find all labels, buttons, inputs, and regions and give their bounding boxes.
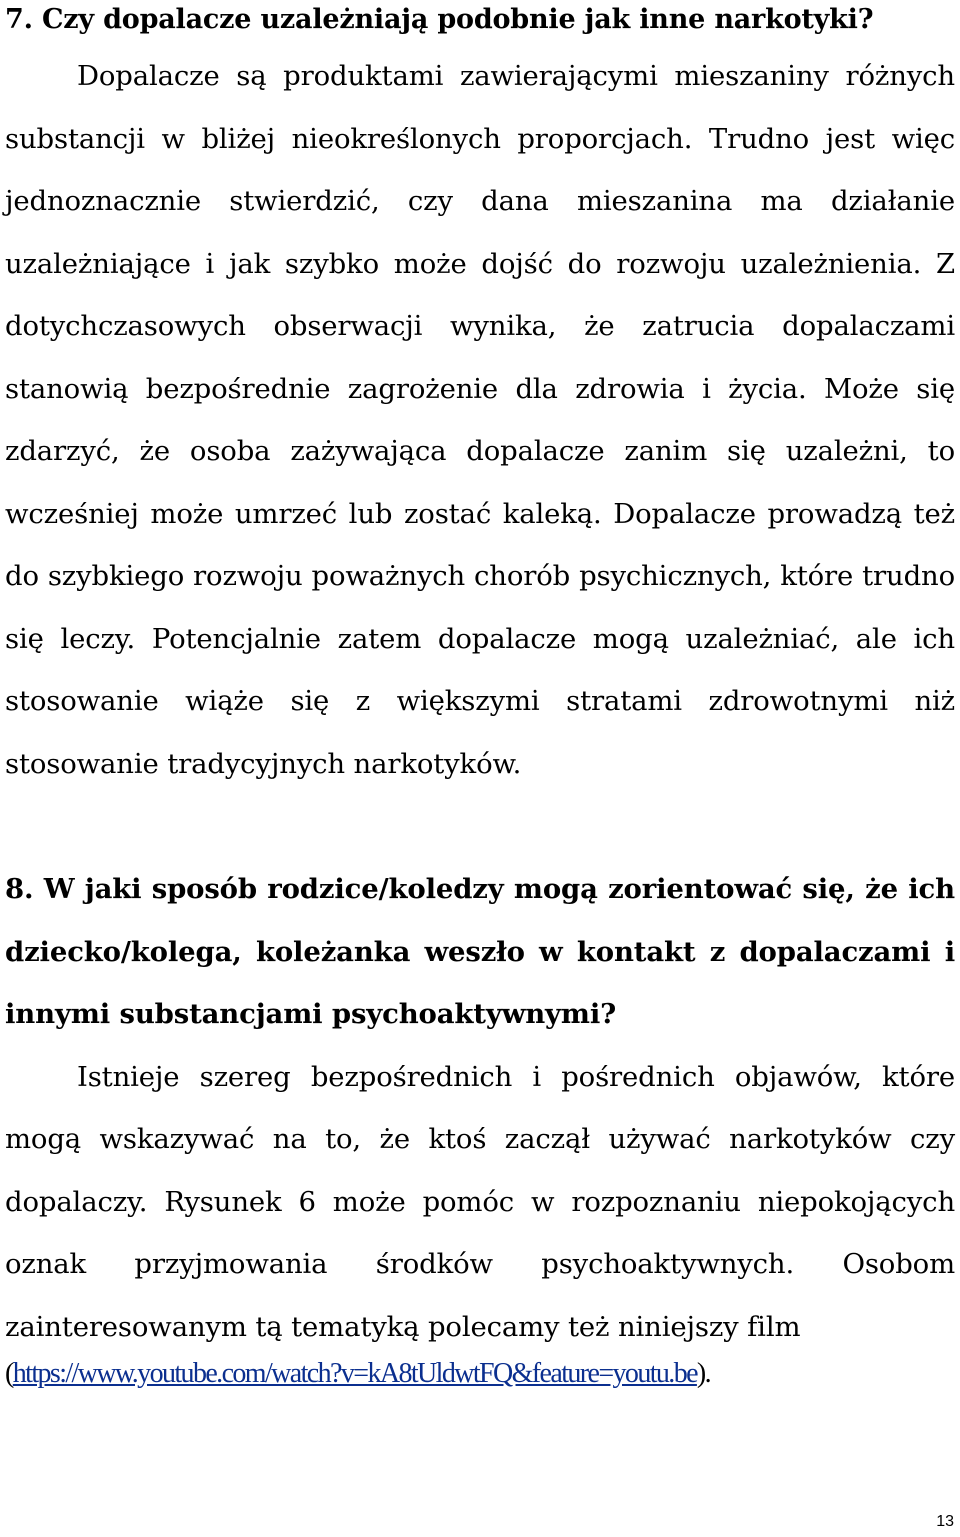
section-spacer <box>5 795 955 858</box>
page-number: 13 <box>936 1513 954 1530</box>
youtube-video-link[interactable]: https://www.youtube.com/watch?v=kA8tUldwtFQ&feature=youtu.be <box>12 1358 697 1389</box>
section-7-heading: 7. Czy dopalacze uzależniają podobnie jak inne narkotyki? <box>5 4 874 35</box>
link-open-paren: ( <box>5 1358 13 1389</box>
document-page <box>5 0 955 1390</box>
section-8-heading: 8. W jaki sposób rodzice/koledzy mogą zorientować się, że ich dziecko/kolega, koleżanka weszło w kontakt z dopalaczami i innymi substancjami psychoaktywnymi? <box>5 873 955 1030</box>
section-7-paragraph: Dopalacze są produktami zawierającymi mieszaniny różnych substancji w bliżej nieokreślonych proporcjach. Trudno jest więc jednoznacznie stwierdzić, czy dana mieszanina ma działanie uzależniające i jak szybko może dojść do rozwoju uzależnienia. Z dotychczasowych obserwacji wynika, że zatrucia dopalaczami stanowią bezpośrednie zagrożenie dla zdrowia i życia. Może się zdarzyć, że osoba zażywająca dopalacze zanim się uzależni, to wcześniej może umrzeć lub zostać kaleką. Dopalacze prowadzą też do szybkiego rozwoju poważnych chorób psychicznych, które trudno się leczy. Potencjalnie zatem dopalacze mogą uzależniać, ale ich stosowanie wiąże się z większymi stratami zdrowotnymi niż stosowanie tradycyjnych narkotyków. <box>5 60 955 780</box>
link-close-paren: ). <box>696 1358 711 1389</box>
video-link-line <box>5 1358 955 1390</box>
section-8-paragraph: Istnieje szereg bezpośrednich i pośrednich objawów, które mogą wskazywać na to, że ktoś zaczął używać narkotyków czy dopalaczy. Rysunek 6 może pomóc w rozpoznaniu niepokojących oznak przyjmowania środków psychoaktywnych. Osobom zainteresowanym tą tematyką polecamy też niniejszy film <box>5 1060 955 1343</box>
